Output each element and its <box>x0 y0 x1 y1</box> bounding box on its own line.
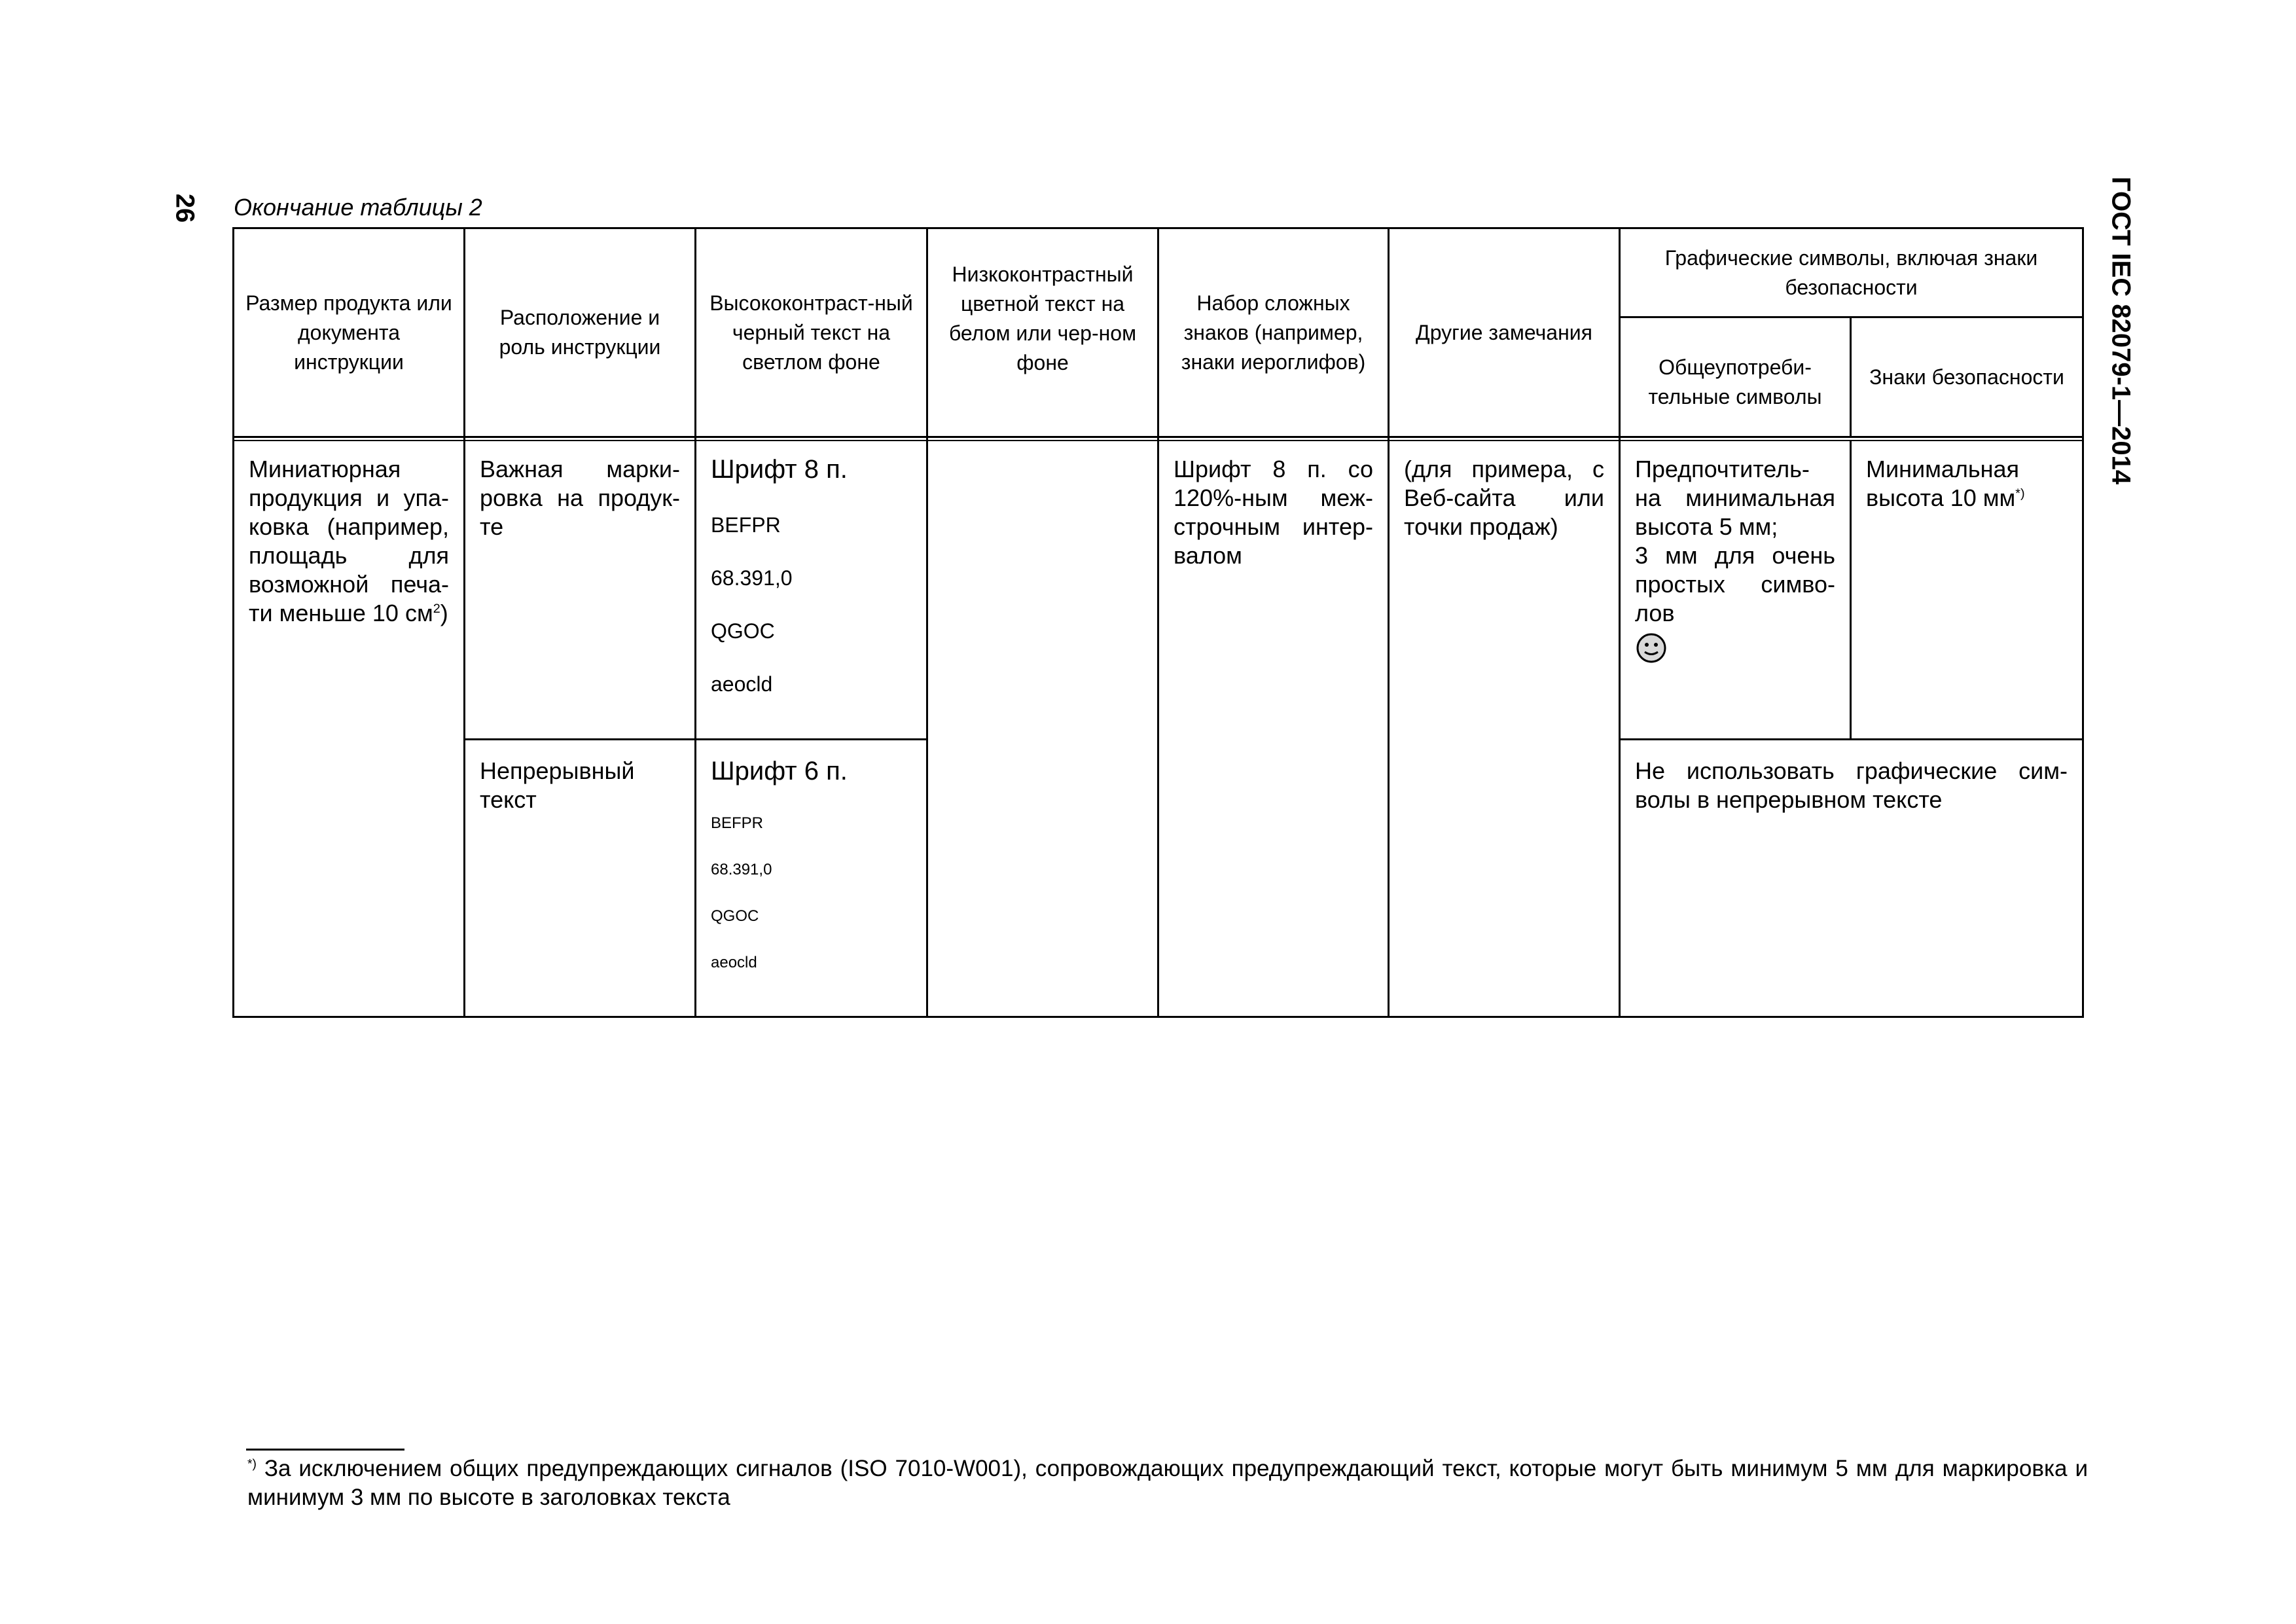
cell-safety-signs <box>1866 455 2066 513</box>
sample-line: 68.391,0 <box>711 566 793 590</box>
cell-high-contrast-8pt <box>711 454 914 697</box>
cell-graphic-symbols-continuous: Не использовать графические сим-волы в непрерывном тексте <box>1635 757 2068 813</box>
common-symbols-text-1: Предпочтитель-на минимальная высота 5 мм; <box>1635 456 1835 540</box>
table-border-right <box>2082 227 2084 1018</box>
row-divider-col2 <box>463 738 696 740</box>
document-code: ГОСТ IEC 82079-1—2014 <box>2106 176 2136 485</box>
smiley-face-icon <box>1635 632 1835 671</box>
product-size-tail: ) <box>440 600 448 626</box>
font-8-title: Шрифт 8 п. <box>711 455 848 484</box>
sample-line: aeocld <box>711 954 757 971</box>
product-size-text: Миниатюрная продукция и упа-ковка (например, площадь для возможной печа-ти меньше 10 см <box>249 456 449 626</box>
sample-line: QGOC <box>711 907 759 925</box>
cell-product-size <box>249 455 449 628</box>
col-divider-7-row1 <box>1850 440 1852 740</box>
footnote-text: За исключением общих предупреждающих сигналов (ISO 7010-W001), сопровождающих предупреждающий текст, которые могут быть минимум 5 мм для маркировка и минимум 3 мм по высоте в заголовках текста <box>247 1456 2088 1510</box>
sample-line: BEFPR <box>711 513 781 537</box>
footnote-marker: *) <box>247 1457 257 1471</box>
cell-complex-chars: Шрифт 8 п. со 120%-ным меж-строчным интер-валом <box>1174 456 1373 569</box>
row-divider-col3 <box>694 738 928 740</box>
header-common-symbols: Общеупотреби-тельные символы <box>1648 355 1822 408</box>
header-complex-chars: Набор сложных знаков (например, знаки иероглифов) <box>1181 291 1366 374</box>
sample-line: aeocld <box>711 672 773 696</box>
header-other-remarks: Другие замечания <box>1416 320 1592 344</box>
header-high-contrast: Высококонтраст-ный черный текст на светлом фоне <box>709 291 913 374</box>
safety-signs-text: Минимальная высота 10 мм <box>1866 456 2020 511</box>
header-graphic-symbols: Графические символы, включая знаки безопасности <box>1664 245 2038 299</box>
sample-line: BEFPR <box>711 814 764 832</box>
sample-line: 68.391,0 <box>711 861 772 878</box>
footnote-reference: *) <box>2015 486 2025 501</box>
cell-other-remarks: (для примера, с Веб-сайта или точки продаж) <box>1404 456 1604 540</box>
header-low-contrast: Низкоконтрастный цветной текст на белом или чер-ном фоне <box>948 262 1137 374</box>
header-placement-role: Расположение и роль инструкции <box>499 306 661 359</box>
sample-line: QGOC <box>711 619 775 643</box>
footnote-separator <box>246 1449 404 1451</box>
font-6-title: Шрифт 6 п. <box>711 757 848 785</box>
table-caption: Окончание таблицы 2 <box>234 194 482 221</box>
header-safety-signs: Знаки безопасности <box>1869 365 2064 389</box>
common-symbols-text-2: 3 мм для очень простых симво-лов <box>1635 542 1835 626</box>
cell-role-continuous-text: Непрерывный текст <box>480 757 635 813</box>
page-number: 26 <box>170 193 200 223</box>
header-product-size: Размер продукта или документа инструкции <box>245 291 452 374</box>
cell-low-contrast <box>928 440 1157 1016</box>
cell-role-marking: Важная марки-ровка на продук-те <box>480 456 680 540</box>
footnote <box>247 1454 2088 1512</box>
cell-high-contrast-6pt <box>711 755 914 973</box>
superscript-2: 2 <box>433 602 440 616</box>
cell-common-symbols <box>1635 455 1835 671</box>
